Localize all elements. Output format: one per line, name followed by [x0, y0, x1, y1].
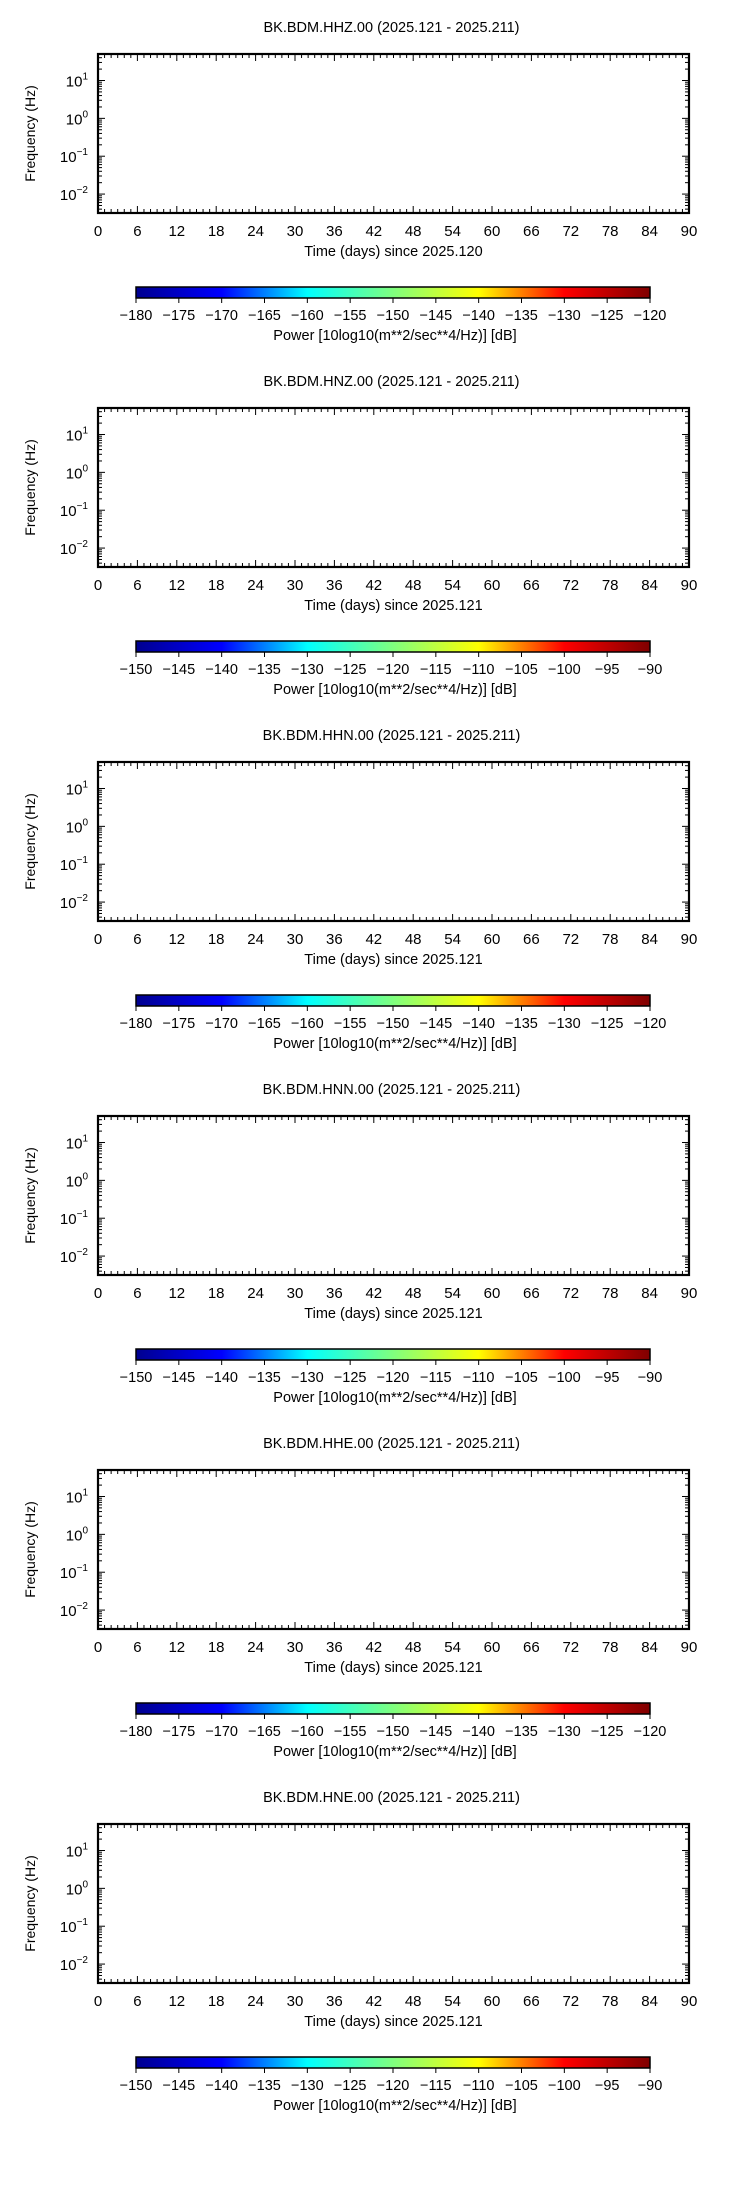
x-tick-label: 42 — [365, 1285, 383, 1302]
x-tick-label: 60 — [483, 1993, 501, 2010]
y-tick-base: 10 — [59, 503, 77, 521]
colorbar-tick-label: −135 — [248, 1370, 281, 1386]
y-tick-base: 10 — [59, 895, 77, 913]
colorbar-tick-label: −125 — [590, 1724, 624, 1740]
x-tick-label: 54 — [444, 577, 461, 594]
colorbar-tick-label: −145 — [419, 308, 453, 324]
x-tick-label: 36 — [326, 1993, 343, 2010]
y-axis-label: Frequency (Hz) — [22, 85, 38, 182]
colorbar — [136, 1349, 650, 1360]
colorbar-tick-label: −160 — [290, 308, 324, 324]
colorbar — [136, 2057, 650, 2068]
colorbar-tick-label: −90 — [637, 1370, 663, 1386]
y-tick-label — [60, 147, 89, 166]
y-tick-label — [60, 1247, 89, 1266]
colorbar — [136, 1703, 650, 1714]
x-tick-label: 24 — [247, 577, 264, 594]
x-tick-label: 36 — [326, 577, 343, 594]
y-tick-exponent: 0 — [82, 1171, 88, 1183]
y-tick-label — [66, 1525, 89, 1544]
colorbar-tick-label: −110 — [462, 1370, 495, 1386]
x-tick-label: 84 — [641, 577, 658, 594]
y-tick-exponent: 1 — [82, 425, 88, 437]
colorbar-tick-label: −160 — [290, 1724, 324, 1740]
y-tick-exponent: 1 — [82, 779, 88, 791]
x-tick-label: 78 — [601, 931, 619, 948]
y-tick-base: 10 — [65, 819, 83, 837]
x-tick-label: 6 — [133, 223, 142, 240]
x-tick-label: 72 — [562, 223, 580, 240]
x-tick-label: 60 — [483, 223, 501, 240]
colorbar-label: Power [10log10(m**2/sec**4/Hz)] [dB] — [273, 1390, 517, 1406]
colorbar-tick-label: −145 — [162, 1370, 196, 1386]
x-tick-label: 54 — [444, 931, 461, 948]
x-tick-label: 30 — [286, 1993, 304, 2010]
x-tick-label: 12 — [168, 931, 186, 948]
x-tick-label: 78 — [601, 577, 619, 594]
y-tick-exponent: −1 — [76, 147, 88, 159]
x-tick-label: 84 — [641, 1285, 658, 1302]
y-tick-exponent: −1 — [76, 501, 88, 513]
y-tick-exponent: 0 — [82, 817, 88, 829]
colorbar-tick-label: −95 — [594, 662, 620, 678]
x-tick-label: 30 — [286, 931, 304, 948]
x-tick-label: 30 — [286, 577, 304, 594]
colorbar-tick-label: −155 — [333, 1016, 367, 1032]
x-tick-label: 54 — [444, 1993, 461, 2010]
x-tick-label: 72 — [562, 1993, 580, 2010]
x-axis-label: Time (days) since 2025.121 — [304, 598, 483, 614]
colorbar-tick-label: −180 — [119, 1016, 153, 1032]
colorbar-tick-label: −150 — [119, 1370, 153, 1386]
x-tick-label: 48 — [404, 1639, 422, 1656]
y-tick-label — [66, 1842, 89, 1861]
y-tick-base: 10 — [59, 1957, 77, 1975]
y-tick-exponent: 0 — [82, 1525, 88, 1537]
x-tick-label: 6 — [133, 1639, 142, 1656]
y-tick-label — [60, 1563, 89, 1582]
y-tick-exponent: −2 — [76, 893, 88, 905]
y-tick-exponent: −2 — [76, 185, 88, 197]
y-tick-base: 10 — [59, 149, 77, 167]
y-tick-label — [60, 1209, 89, 1228]
colorbar-tick-label: −90 — [637, 662, 663, 678]
y-axis-label: Frequency (Hz) — [22, 1855, 38, 1952]
colorbar-label: Power [10log10(m**2/sec**4/Hz)] [dB] — [273, 2098, 517, 2114]
x-tick-label: 90 — [680, 1993, 698, 2010]
y-tick-label — [60, 1917, 89, 1936]
spectrogram-panel-6 — [22, 1790, 697, 2114]
x-tick-label: 30 — [286, 223, 304, 240]
colorbar-tick-label: −120 — [633, 1016, 667, 1032]
x-tick-label: 90 — [680, 1285, 698, 1302]
colorbar-tick-label: −140 — [205, 662, 239, 678]
colorbar-tick-label: −105 — [505, 662, 538, 678]
colorbar-tick-label: −115 — [420, 1370, 452, 1386]
spectrogram-panel-3 — [22, 728, 697, 1052]
colorbar-tick-label: −120 — [376, 1370, 410, 1386]
plot-area — [98, 1116, 689, 1275]
colorbar-tick-label: −145 — [419, 1724, 453, 1740]
x-tick-label: 66 — [523, 1639, 540, 1656]
y-tick-exponent: −1 — [76, 1209, 88, 1221]
colorbar-tick-label: −120 — [376, 2078, 410, 2094]
x-tick-label: 18 — [207, 1285, 225, 1302]
x-axis-label: Time (days) since 2025.121 — [304, 1306, 483, 1322]
colorbar-tick-label: −170 — [205, 308, 239, 324]
colorbar-tick-label: −130 — [547, 1016, 581, 1032]
x-tick-label: 48 — [404, 577, 422, 594]
colorbar-tick-label: −135 — [505, 308, 538, 324]
x-tick-label: 78 — [601, 1993, 619, 2010]
colorbar-tick-label: −130 — [290, 662, 324, 678]
x-tick-label: 60 — [483, 577, 501, 594]
colorbar-tick-label: −150 — [376, 308, 410, 324]
colorbar-tick-label: −125 — [590, 308, 624, 324]
y-tick-base: 10 — [59, 1603, 77, 1621]
y-tick-base: 10 — [65, 465, 83, 483]
x-tick-label: 54 — [444, 1639, 461, 1656]
x-tick-label: 0 — [93, 931, 103, 948]
colorbar-tick-label: −140 — [462, 1016, 496, 1032]
colorbar-tick-label: −100 — [547, 2078, 581, 2094]
colorbar-tick-label: −90 — [637, 2078, 663, 2094]
y-tick-base: 10 — [59, 1565, 77, 1583]
colorbar-tick-label: −130 — [547, 308, 581, 324]
colorbar-tick-label: −135 — [505, 1724, 538, 1740]
y-tick-base: 10 — [59, 1249, 77, 1267]
colorbar-tick-label: −165 — [248, 1016, 281, 1032]
x-tick-label: 6 — [133, 1285, 142, 1302]
colorbar-tick-label: −110 — [462, 2078, 495, 2094]
x-tick-label: 0 — [93, 1639, 103, 1656]
colorbar-tick-label: −140 — [205, 1370, 239, 1386]
y-tick-exponent: −2 — [76, 539, 88, 551]
colorbar-tick-label: −170 — [205, 1016, 239, 1032]
x-tick-label: 66 — [523, 223, 540, 240]
x-tick-label: 42 — [365, 577, 383, 594]
colorbar-tick-label: −130 — [290, 2078, 324, 2094]
y-tick-base: 10 — [65, 73, 83, 91]
colorbar-tick-label: −145 — [162, 662, 196, 678]
x-tick-label: 60 — [483, 1285, 501, 1302]
chart-title: BK.BDM.HHE.00 (2025.121 - 2025.211) — [263, 1436, 520, 1452]
y-axis-label: Frequency (Hz) — [22, 1501, 38, 1598]
plot-area — [98, 1470, 689, 1629]
spectrogram-panel-5 — [22, 1436, 697, 1760]
y-tick-exponent: 0 — [82, 463, 88, 475]
y-tick-base: 10 — [59, 541, 77, 559]
colorbar-tick-label: −165 — [248, 308, 281, 324]
x-tick-label: 18 — [207, 577, 225, 594]
colorbar-tick-label: −170 — [205, 1724, 239, 1740]
x-tick-label: 78 — [601, 1285, 619, 1302]
plot-area — [98, 408, 689, 567]
x-tick-label: 60 — [483, 1639, 501, 1656]
y-axis-label: Frequency (Hz) — [22, 1147, 38, 1244]
y-tick-label — [60, 1955, 89, 1974]
y-tick-exponent: −2 — [76, 1247, 88, 1259]
x-tick-label: 42 — [365, 1639, 383, 1656]
colorbar-tick-label: −135 — [248, 662, 281, 678]
colorbar-tick-label: −140 — [205, 2078, 239, 2094]
chart-title: BK.BDM.HHN.00 (2025.121 - 2025.211) — [262, 728, 521, 744]
y-tick-label — [60, 893, 89, 912]
y-tick-base: 10 — [65, 1173, 83, 1191]
x-tick-label: 72 — [562, 577, 580, 594]
x-tick-label: 48 — [404, 1285, 422, 1302]
colorbar-tick-label: −130 — [547, 1724, 581, 1740]
colorbar-tick-label: −150 — [119, 662, 153, 678]
y-tick-base: 10 — [65, 111, 83, 129]
x-tick-label: 84 — [641, 931, 658, 948]
y-tick-label — [66, 1879, 89, 1898]
x-axis-label: Time (days) since 2025.120 — [304, 244, 483, 260]
colorbar-tick-label: −110 — [462, 662, 495, 678]
x-tick-label: 42 — [365, 223, 383, 240]
y-tick-exponent: −2 — [76, 1955, 88, 1967]
x-tick-label: 24 — [247, 223, 264, 240]
colorbar-tick-label: −175 — [162, 308, 196, 324]
x-tick-label: 18 — [207, 931, 225, 948]
colorbar-tick-label: −150 — [376, 1016, 410, 1032]
chart-title: BK.BDM.HNE.00 (2025.121 - 2025.211) — [263, 1790, 520, 1806]
x-tick-label: 0 — [93, 1993, 103, 2010]
colorbar-tick-label: −120 — [633, 1724, 667, 1740]
x-tick-label: 48 — [404, 223, 422, 240]
x-tick-label: 42 — [365, 1993, 383, 2010]
x-tick-label: 90 — [680, 1639, 698, 1656]
y-tick-base: 10 — [59, 187, 77, 205]
x-tick-label: 42 — [365, 931, 383, 948]
colorbar-label: Power [10log10(m**2/sec**4/Hz)] [dB] — [273, 1744, 517, 1760]
colorbar-label: Power [10log10(m**2/sec**4/Hz)] [dB] — [273, 1036, 517, 1052]
x-tick-label: 60 — [483, 931, 501, 948]
y-tick-label — [66, 1488, 89, 1507]
x-tick-label: 24 — [247, 931, 264, 948]
colorbar-tick-label: −95 — [594, 1370, 620, 1386]
y-tick-exponent: 1 — [82, 1133, 88, 1145]
x-tick-label: 36 — [326, 1285, 343, 1302]
colorbar-tick-label: −125 — [590, 1016, 624, 1032]
x-tick-label: 72 — [562, 1285, 580, 1302]
x-tick-label: 90 — [680, 577, 698, 594]
y-tick-exponent: −1 — [76, 1563, 88, 1575]
colorbar — [136, 995, 650, 1006]
x-tick-label: 36 — [326, 1639, 343, 1656]
x-tick-label: 24 — [247, 1639, 264, 1656]
colorbar-tick-label: −180 — [119, 1724, 153, 1740]
y-tick-label — [66, 72, 89, 91]
x-axis-label: Time (days) since 2025.121 — [304, 1660, 483, 1676]
colorbar-tick-label: −125 — [333, 1370, 367, 1386]
x-tick-label: 48 — [404, 931, 422, 948]
colorbar — [136, 641, 650, 652]
colorbar-tick-label: −150 — [376, 1724, 410, 1740]
y-tick-exponent: 1 — [82, 1841, 88, 1853]
y-tick-base: 10 — [65, 1489, 83, 1507]
x-tick-label: 36 — [326, 931, 343, 948]
colorbar-tick-label: −150 — [119, 2078, 153, 2094]
x-tick-label: 18 — [207, 223, 225, 240]
colorbar-label: Power [10log10(m**2/sec**4/Hz)] [dB] — [273, 682, 517, 698]
y-tick-label — [66, 817, 89, 836]
x-tick-label: 0 — [93, 577, 103, 594]
spectrogram-panel-4 — [22, 1082, 697, 1406]
x-tick-label: 78 — [601, 223, 619, 240]
x-tick-label: 90 — [680, 223, 698, 240]
x-tick-label: 24 — [247, 1993, 264, 2010]
y-axis-label: Frequency (Hz) — [22, 793, 38, 890]
x-tick-label: 12 — [168, 223, 186, 240]
x-tick-label: 0 — [93, 1285, 103, 1302]
colorbar-tick-label: −155 — [333, 308, 367, 324]
y-tick-base: 10 — [65, 1881, 83, 1899]
x-tick-label: 48 — [404, 1993, 422, 2010]
x-tick-label: 84 — [641, 1639, 658, 1656]
colorbar-tick-label: −100 — [547, 662, 581, 678]
colorbar-tick-label: −130 — [290, 1370, 324, 1386]
x-tick-label: 12 — [168, 577, 186, 594]
y-axis-label: Frequency (Hz) — [22, 439, 38, 536]
x-tick-label: 72 — [562, 1639, 580, 1656]
x-tick-label: 66 — [523, 1993, 540, 2010]
colorbar-tick-label: −140 — [462, 1724, 496, 1740]
spectrogram-panel-2 — [22, 374, 697, 698]
y-tick-exponent: 1 — [82, 1487, 88, 1499]
x-tick-label: 84 — [641, 223, 658, 240]
y-tick-base: 10 — [65, 1135, 83, 1153]
y-tick-label — [66, 109, 89, 128]
plot-area — [98, 1824, 689, 1983]
y-tick-label — [66, 1134, 89, 1153]
plot-area — [98, 54, 689, 213]
x-tick-label: 24 — [247, 1285, 264, 1302]
x-tick-label: 30 — [286, 1285, 304, 1302]
x-tick-label: 6 — [133, 577, 142, 594]
chart-title: BK.BDM.HNN.00 (2025.121 - 2025.211) — [262, 1082, 521, 1098]
colorbar-tick-label: −145 — [162, 2078, 196, 2094]
x-tick-label: 18 — [207, 1993, 225, 2010]
y-tick-label — [66, 1171, 89, 1190]
colorbar-tick-label: −100 — [547, 1370, 581, 1386]
y-tick-base: 10 — [65, 427, 83, 445]
colorbar-tick-label: −175 — [162, 1724, 196, 1740]
colorbar-tick-label: −135 — [505, 1016, 538, 1032]
x-tick-label: 78 — [601, 1639, 619, 1656]
y-tick-label — [60, 855, 89, 874]
y-tick-base: 10 — [59, 857, 77, 875]
colorbar-tick-label: −165 — [248, 1724, 281, 1740]
x-tick-label: 12 — [168, 1285, 186, 1302]
y-tick-label — [66, 426, 89, 445]
colorbar-tick-label: −115 — [420, 662, 452, 678]
y-tick-exponent: −1 — [76, 1917, 88, 1929]
colorbar-tick-label: −140 — [462, 308, 496, 324]
colorbar-tick-label: −105 — [505, 1370, 538, 1386]
colorbar-tick-label: −125 — [333, 662, 367, 678]
x-tick-label: 90 — [680, 931, 698, 948]
x-tick-label: 0 — [93, 223, 103, 240]
colorbar-tick-label: −175 — [162, 1016, 196, 1032]
x-tick-label: 66 — [523, 1285, 540, 1302]
plot-area — [98, 762, 689, 921]
x-tick-label: 12 — [168, 1639, 186, 1656]
colorbar-tick-label: −145 — [419, 1016, 453, 1032]
y-tick-label — [66, 780, 89, 799]
x-tick-label: 18 — [207, 1639, 225, 1656]
y-tick-base: 10 — [65, 1527, 83, 1545]
y-tick-exponent: −1 — [76, 855, 88, 867]
colorbar-tick-label: −120 — [376, 662, 410, 678]
x-tick-label: 54 — [444, 223, 461, 240]
colorbar-tick-label: −125 — [333, 2078, 367, 2094]
colorbar-tick-label: −160 — [290, 1016, 324, 1032]
y-tick-label — [60, 539, 89, 558]
spectrogram-panel-1 — [22, 20, 697, 344]
y-tick-base: 10 — [59, 1919, 77, 1937]
colorbar-tick-label: −95 — [594, 2078, 620, 2094]
y-tick-exponent: 0 — [82, 109, 88, 121]
colorbar-tick-label: −180 — [119, 308, 153, 324]
y-tick-label — [60, 1601, 89, 1620]
colorbar-label: Power [10log10(m**2/sec**4/Hz)] [dB] — [273, 328, 517, 344]
y-tick-exponent: 0 — [82, 1879, 88, 1891]
x-tick-label: 12 — [168, 1993, 186, 2010]
y-tick-exponent: −2 — [76, 1601, 88, 1613]
colorbar-tick-label: −105 — [505, 2078, 538, 2094]
x-tick-label: 6 — [133, 1993, 142, 2010]
chart-title: BK.BDM.HHZ.00 (2025.121 - 2025.211) — [263, 20, 520, 36]
y-tick-label — [60, 501, 89, 520]
y-tick-base: 10 — [65, 781, 83, 799]
chart-title: BK.BDM.HNZ.00 (2025.121 - 2025.211) — [263, 374, 520, 390]
colorbar-tick-label: −115 — [420, 2078, 452, 2094]
y-tick-exponent: 1 — [82, 71, 88, 83]
colorbar-tick-label: −155 — [333, 1724, 367, 1740]
x-axis-label: Time (days) since 2025.121 — [304, 952, 483, 968]
x-tick-label: 84 — [641, 1993, 658, 2010]
x-tick-label: 6 — [133, 931, 142, 948]
colorbar — [136, 287, 650, 298]
x-tick-label: 66 — [523, 931, 540, 948]
colorbar-tick-label: −135 — [248, 2078, 281, 2094]
y-tick-base: 10 — [65, 1843, 83, 1861]
x-tick-label: 36 — [326, 223, 343, 240]
x-tick-label: 72 — [562, 931, 580, 948]
y-tick-label — [60, 185, 89, 204]
x-tick-label: 30 — [286, 1639, 304, 1656]
x-tick-label: 54 — [444, 1285, 461, 1302]
y-tick-label — [66, 463, 89, 482]
x-axis-label: Time (days) since 2025.121 — [304, 2014, 483, 2030]
colorbar-tick-label: −120 — [633, 308, 667, 324]
x-tick-label: 66 — [523, 577, 540, 594]
y-tick-base: 10 — [59, 1211, 77, 1229]
